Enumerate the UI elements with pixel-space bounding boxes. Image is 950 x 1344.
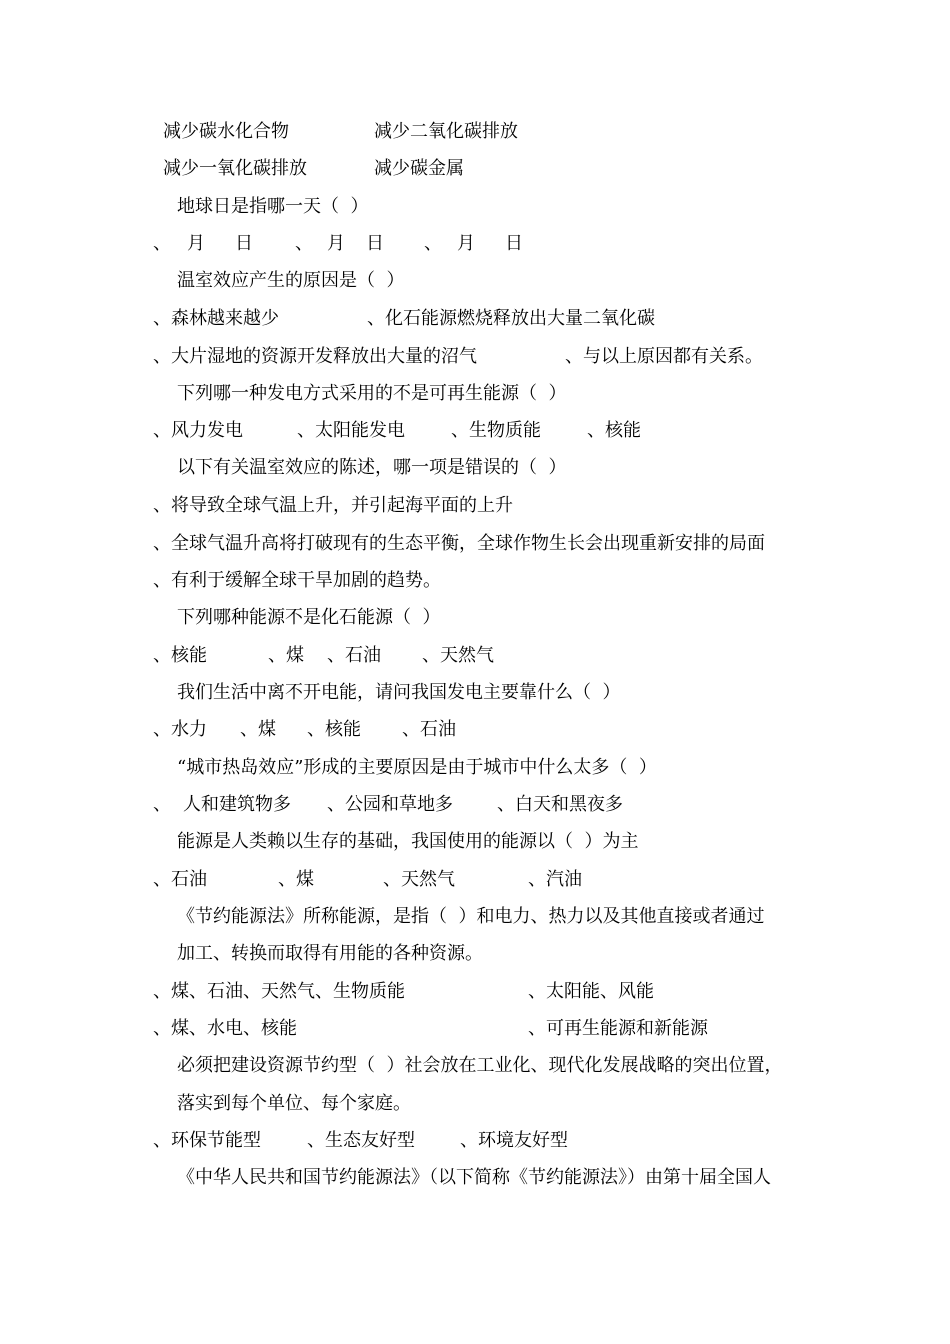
text-segment: 、全球气温升高将打破现有的生态平衡，全球作物生长会出现重新安排的局面 bbox=[153, 533, 765, 554]
text-segment: 、太阳能、风能 bbox=[528, 981, 654, 1002]
text-segment: 、煤、水电、核能 bbox=[153, 1018, 297, 1039]
text-segment: 、环保节能型 bbox=[153, 1130, 261, 1151]
text-segment: 地球日是指哪一天（ ） bbox=[177, 196, 369, 217]
text-segment: 、森林越来越少 bbox=[153, 308, 279, 329]
text-segment: 、煤 bbox=[278, 869, 314, 890]
text-segment: 《中华人民共和国节约能源法》（以下简称《节约能源法》）由第十届全国人 bbox=[177, 1167, 771, 1188]
text-segment: 、天然气 bbox=[383, 869, 455, 890]
text-segment: 日 bbox=[235, 233, 253, 254]
text-segment: 、化石能源燃烧释放出大量二氧化碳 bbox=[367, 308, 655, 329]
text-segment: 《节约能源法》所称能源，是指（ ）和电力、热力以及其他直接或者通过 bbox=[177, 906, 765, 927]
text-segment: 、太阳能发电 bbox=[297, 420, 405, 441]
text-segment: 、生物质能 bbox=[451, 420, 541, 441]
text-segment: 、煤、石油、天然气、生物质能 bbox=[153, 981, 405, 1002]
text-segment: 、白天和黑夜多 bbox=[497, 794, 623, 815]
text-segment: 、汽油 bbox=[528, 869, 582, 890]
text-segment: 、天然气 bbox=[422, 645, 494, 666]
text-segment: 、水力 bbox=[153, 719, 207, 740]
text-segment: 加工、转换而取得有用能的各种资源。 bbox=[177, 943, 483, 964]
text-segment: 、 bbox=[153, 233, 171, 254]
text-segment: 、石油 bbox=[327, 645, 381, 666]
text-segment: 、石油 bbox=[402, 719, 456, 740]
text-segment: 、将导致全球气温上升，并引起海平面的上升 bbox=[153, 495, 513, 516]
text-segment: 温室效应产生的原因是（ ） bbox=[177, 270, 405, 291]
text-segment: 、煤 bbox=[240, 719, 276, 740]
text-segment: 、 bbox=[153, 794, 171, 815]
text-segment: 、公园和草地多 bbox=[327, 794, 453, 815]
text-segment: 、生态友好型 bbox=[307, 1130, 415, 1151]
text-segment: 、煤 bbox=[268, 645, 304, 666]
text-segment: 、与以上原因都有关系。 bbox=[565, 346, 763, 367]
text-segment: 、有利于缓解全球干旱加剧的趋势。 bbox=[153, 570, 441, 591]
text-segment: 减少一氧化碳排放 bbox=[163, 158, 307, 179]
text-segment: 、可再生能源和新能源 bbox=[528, 1018, 708, 1039]
text-segment: 必须把建设资源节约型（ ）社会放在工业化、现代化发展战略的突出位置， bbox=[177, 1055, 783, 1076]
text-segment: 减少碳水化合物 bbox=[163, 121, 289, 142]
text-segment: 日 bbox=[505, 233, 523, 254]
text-segment: 、环境友好型 bbox=[460, 1130, 568, 1151]
text-segment: 、石油 bbox=[153, 869, 207, 890]
text-segment: 以下有关温室效应的陈述，哪一项是错误的（ ） bbox=[177, 457, 567, 478]
text-segment: 日 bbox=[366, 233, 384, 254]
text-segment: 下列哪一种发电方式采用的不是可再生能源（ ） bbox=[177, 383, 567, 404]
text-segment: 、核能 bbox=[307, 719, 361, 740]
text-segment: 下列哪种能源不是化石能源（ ） bbox=[177, 607, 441, 628]
text-segment: 、风力发电 bbox=[153, 420, 243, 441]
text-segment: 落实到每个单位、每个家庭。 bbox=[177, 1093, 411, 1114]
text-segment: 、 bbox=[424, 233, 442, 254]
text-segment: 、核能 bbox=[153, 645, 207, 666]
text-segment: 减少二氧化碳排放 bbox=[374, 121, 518, 142]
text-segment: 能源是人类赖以生存的基础，我国使用的能源以（ ）为主 bbox=[177, 831, 639, 852]
text-segment: 月 bbox=[457, 233, 475, 254]
text-segment: 我们生活中离不开电能，请问我国发电主要靠什么（ ） bbox=[177, 682, 621, 703]
text-segment: “城市热岛效应”形成的主要原因是由于城市中什么太多（ ） bbox=[177, 757, 657, 778]
text-segment: 月 bbox=[187, 233, 205, 254]
text-segment: 月 bbox=[327, 233, 345, 254]
text-segment: 、核能 bbox=[587, 420, 641, 441]
text-segment: 减少碳金属 bbox=[374, 158, 464, 179]
text-segment: 、 bbox=[295, 233, 313, 254]
text-segment: 、大片湿地的资源开发释放出大量的沼气 bbox=[153, 346, 477, 367]
text-segment: 人和建筑物多 bbox=[183, 794, 291, 815]
